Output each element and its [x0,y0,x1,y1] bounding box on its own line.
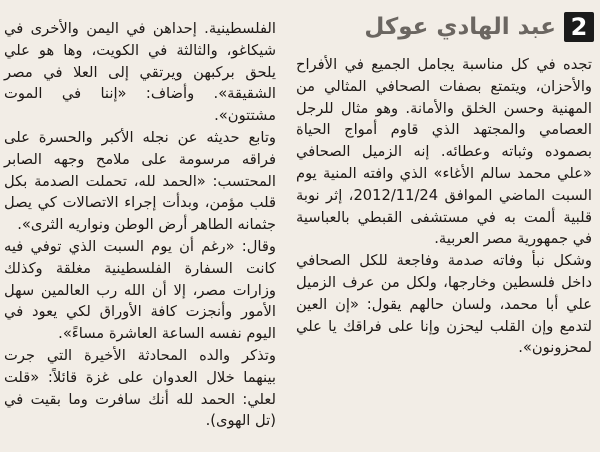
left-column [0,18,280,432]
paragraph: وتذكر والده المحادثة الأخيرة التي جرت بينهما خلال العدوان على غزة قائلاً: «قلت لعلي: الحمد لله أنك سافرت وما بقيت في (تل الهوى). [4,346,276,430]
right-column [290,0,600,359]
paragraph: الفلسطينية. إحداهن في اليمن والأخرى في شيكاغو، والثالثة في الكويت، وها هو علي يلحق بركبهن ويرتقي إلى العلا في مصر الشقيقة». وأضاف: «إننا في الموت مشتتون». [4,20,276,125]
author-name: عبد الهادي عوكل [364,14,556,40]
paragraph: وقال: «رغم أن يوم السبت الذي توفي فيه كانت السفارة الفلسطينية مغلقة وكذلك وزارات مصر، إلا أن الله رب العالمين سهل الأمور وأنجزت كافة الأوراق لكي يعود في اليوم نفسه الساعة العاشرة مساءً». [4,237,276,343]
section-logo-icon: 2 [564,12,594,42]
paragraph: وشكل نبأ وفاته صدمة وفاجعة للكل الصحافي داخل فلسطين وخارجها، ولكل من عرف الزميل علي أبا محمد، ولسان حالهم يقول: «إن العين لتدمع وإن القلب ليحزن وإنا على فراقك يا علي لمحزونون». [296,252,592,357]
paragraph: وتابع حديثه عن نجله الأكبر والحسرة على فراقه مرسومة على ملامح وجهه الصابر المحتسب: «الحمد لله، تحملت الصدمة بكل قلب مؤمن، وبدأت إجراء الاتصالات كي يصل جثمانه الطاهر أرض الوطن ونواريه الثرى». [4,128,276,234]
column-header [290,0,600,54]
paragraph: تجده في كل مناسبة يجامل الجميع في الأفراح والأحزان، ويتمتع بصفات الصحافي المثالي من المهنية وحسن الخلق والأمانة. وهو مثال للرجل العصامي والمجتهد الذي قاوم أمواج الحياة بصموده وثباته وعطائه. إنه الزميل الصحافي «علي محمد سالم الأغاء» الذي وافته المنية يوم السبت الماضي الموافق 2012/11/24، إثر نوبة قلبية ألمت به في مستشفى القبطي بالعباسية في جمهورية مصر العربية. [296,56,592,248]
left-column-text [0,18,280,432]
right-column-text [290,54,600,359]
